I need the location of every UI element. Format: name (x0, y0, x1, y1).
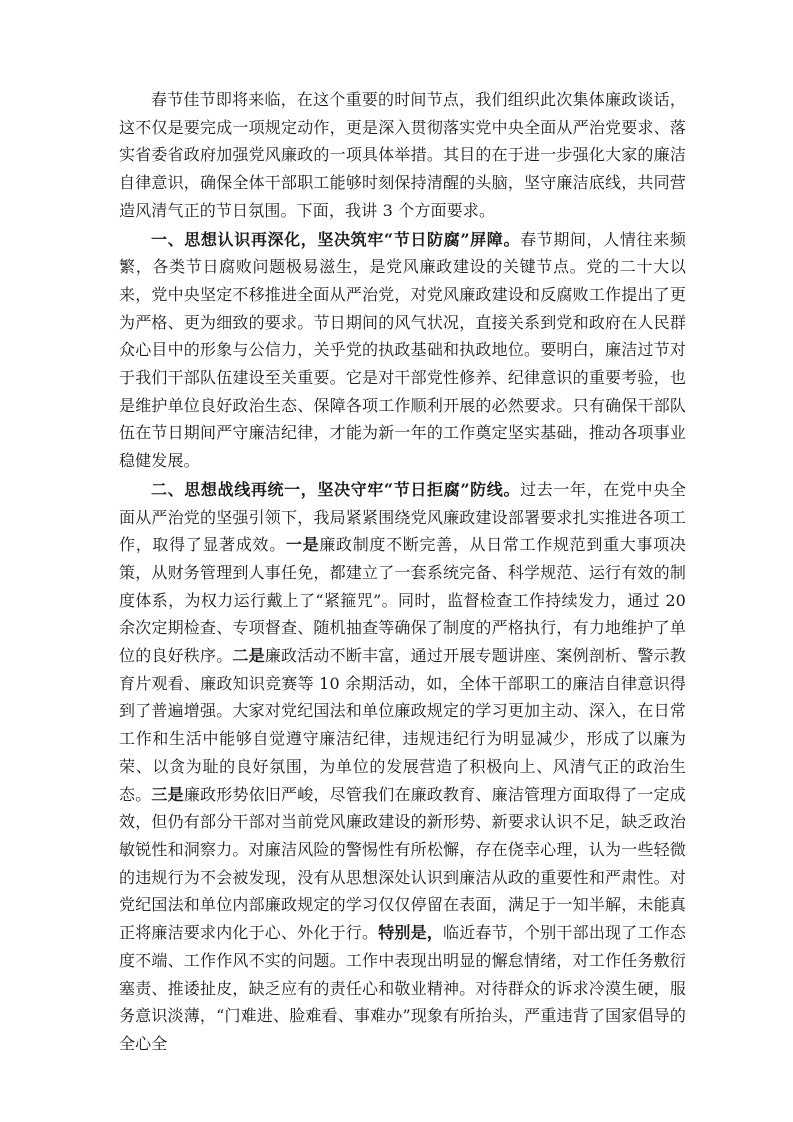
section-two-text-a: 过去一年，在党中央全面从严治党的坚强引领下，我局紧紧围绕党风廉政建设部署要求扎实推进各项工作，取得了显著成效。 (119, 479, 686, 555)
section-two-paragraph (119, 476, 686, 1058)
section-two-lead-1: 一是 (285, 535, 320, 555)
section-two-lead-2: 二是 (232, 646, 265, 666)
section-one-paragraph (119, 226, 686, 475)
section-two-lead-3: 三是 (151, 784, 184, 804)
section-one-heading: 一、思想认识再深化，坚决筑牢“节日防腐”屏障。 (151, 229, 521, 249)
section-two-heading: 二、思想战线再统一，坚决守牢“节日拒腐”防线。 (151, 479, 521, 499)
intro-text: 春节佳节即将来临，在这个重要的时间节点，我们组织此次集体廉政谈话，这不仅是要完成一项规定动作，更是深入贯彻落实党中央全面从严治党要求、落实省委省政府加强党风廉政的一项具体举措。其目的在于进一步强化大家的廉洁自律意识，确保全体干部职工能够时刻保持清醒的头脑，坚守廉洁底线，共同营造风清气正的节日氛围。下面，我讲 3 个方面要求。 (119, 90, 686, 220)
section-two-text-b: 廉政制度不断完善，从日常工作规范到重大事项决策，从财务管理到人事任免，都建立了一套系统完备、科学规范、运行有效的制度体系，为权力运行戴上了“紧箍咒”。同时，监督检查工作持续发力，通过 20 余次定期检查、专项督查、随机抽查等确保了制度的严格执行，有力地维护了单位的良好秩序。 (119, 535, 686, 666)
section-two-lead-4: 特别是， (378, 923, 444, 943)
section-one-text: 春节期间，人情往来频繁，各类节日腐败问题极易滋生，是党风廉政建设的关键节点。党的二十大以来，党中央坚定不移推进全面从严治党，对党风廉政建设和反腐败工作提出了更为严格、更为细致的要求。节日期间的风气状况，直接关系到党和政府在人民群众心目中的形象与公信力，关乎党的执政基础和执政地位。要明白，廉洁过节对于我们干部队伍建设至关重要。它是对干部党性修养、纪律意识的重要考验，也是维护单位良好政治生态、保障各项工作顺利开展的必然要求。只有确保干部队伍在节日期间严守廉洁纪律，才能为新一年的工作奠定坚实基础，推动各项事业稳健发展。 (119, 229, 686, 471)
document-page (119, 86, 686, 1058)
section-two-text-d: 廉政形势依旧严峻，尽管我们在廉政教育、廉洁管理方面取得了一定成效，但仍有部分干部对当前党风廉政建设的新形势、新要求认识不足，缺乏政治敏锐性和洞察力。对廉洁风险的警惕性有所松懈，存在侥幸心理，认为一些轻微的违规行为不会被发现，没有从思想深处认识到廉洁从政的重要性和严肃性。对党纪国法和单位内部廉政规定的学习仅仅停留在表面，满足于一知半解，未能真正将廉洁要求内化于心、外化于行。 (119, 784, 686, 943)
intro-paragraph (119, 86, 686, 225)
section-two-text-c: 廉政活动不断丰富，通过开展专题讲座、案例剖析、警示教育片观看、廉政知识竞赛等 10 余期活动，如，全体干部职工的廉洁自律意识得到了普遍增强。大家对党纪国法和单位廉政规定的学习更加主动、深入，在日常工作和生活中能够自觉遵守廉洁纪律，违规违纪行为明显减少，形成了以廉为荣、以贪为耻的良好氛围，为单位的发展营造了积极向上、风清气正的政治生态。 (119, 646, 686, 804)
section-two-text-e: 临近春节，个别干部出现了工作态度不端、工作作风不实的问题。工作中表现出明显的懈怠情绪，对工作任务敷衍塞责、推诿扯皮，缺乏应有的责任心和敬业精神。对待群众的诉求冷漠生硬，服务意识淡薄，“门难进、脸难看、事难办”现象有所抬头，严重违背了国家倡导的全心全 (119, 923, 686, 1053)
